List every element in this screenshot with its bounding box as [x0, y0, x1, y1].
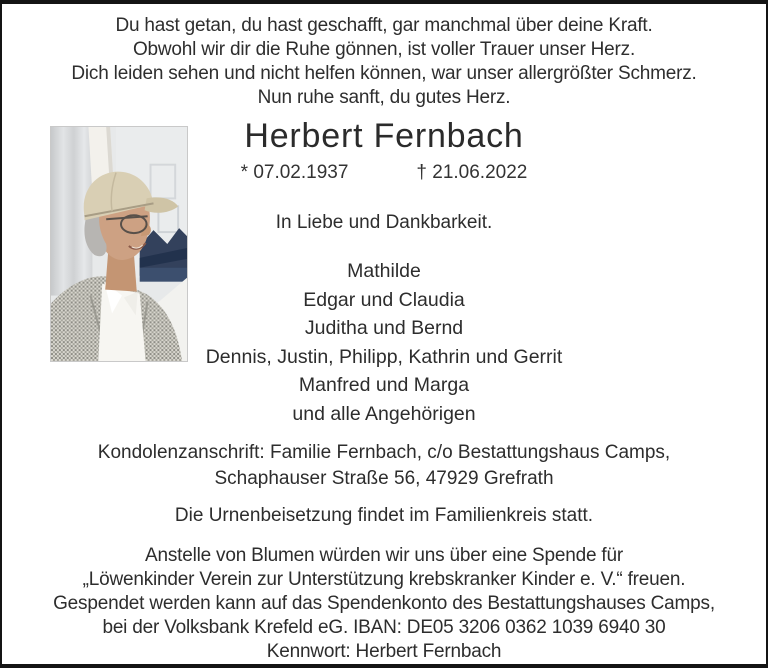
condolence-address — [2, 440, 766, 492]
dedication-line: In Liebe und Dankbarkeit. — [275, 212, 493, 233]
portrait-photo — [50, 126, 188, 362]
donation-line: Kennwort: Herbert Fernbach — [266, 641, 502, 662]
donation-line: bei der Volksbank Krefeld eG. IBAN: DE05 3206 0362 1039 6940 30 — [102, 617, 666, 638]
mourner-line: Edgar und Claudia — [303, 288, 465, 311]
condolence-line: Schaphauser Straße 56, 47929 Grefrath — [214, 468, 554, 489]
birth-date: * 07.02.1937 — [240, 162, 349, 183]
death-date: † 21.06.2022 — [416, 162, 528, 183]
mourner-line: Mathilde — [347, 260, 421, 282]
burial-note: Die Urnenbeisetzung findet im Familienkreis statt. — [174, 505, 594, 526]
mourner-line: Dennis, Justin, Philipp, Kathrin und Gerrit — [205, 345, 563, 368]
deceased-name: Herbert Fernbach — [244, 117, 524, 155]
mourner-line: Manfred und Marga — [298, 374, 470, 396]
mourner-line: Juditha und Bernd — [304, 317, 464, 339]
condolence-line: Kondolenzanschrift: Familie Fernbach, c/o Bestattungshaus Camps, — [97, 442, 671, 463]
poem-line: Dich leiden sehen und nicht helfen können, war unser allergrößter Schmerz. — [71, 63, 697, 84]
poem-line: Obwohl wir dir die Ruhe gönnen, ist voller Trauer unser Herz. — [132, 39, 636, 60]
donation-note — [2, 544, 766, 664]
mourner-line: und alle Angehörigen — [292, 402, 476, 425]
donation-line: „Löwenkinder Verein zur Unterstützung krebskranker Kinder e. V.“ freuen. — [82, 569, 686, 590]
donation-line: Anstelle von Blumen würden wir uns über eine Spende für — [144, 545, 623, 566]
donation-line: Gespendet werden kann auf das Spendenkonto des Bestattungshauses Camps, — [53, 593, 715, 614]
memorial-poem — [2, 14, 766, 110]
poem-line: Du hast getan, du hast geschafft, gar manchmal über deine Kraft. — [115, 15, 653, 36]
poem-line: Nun ruhe sanft, du gutes Herz. — [257, 87, 511, 108]
